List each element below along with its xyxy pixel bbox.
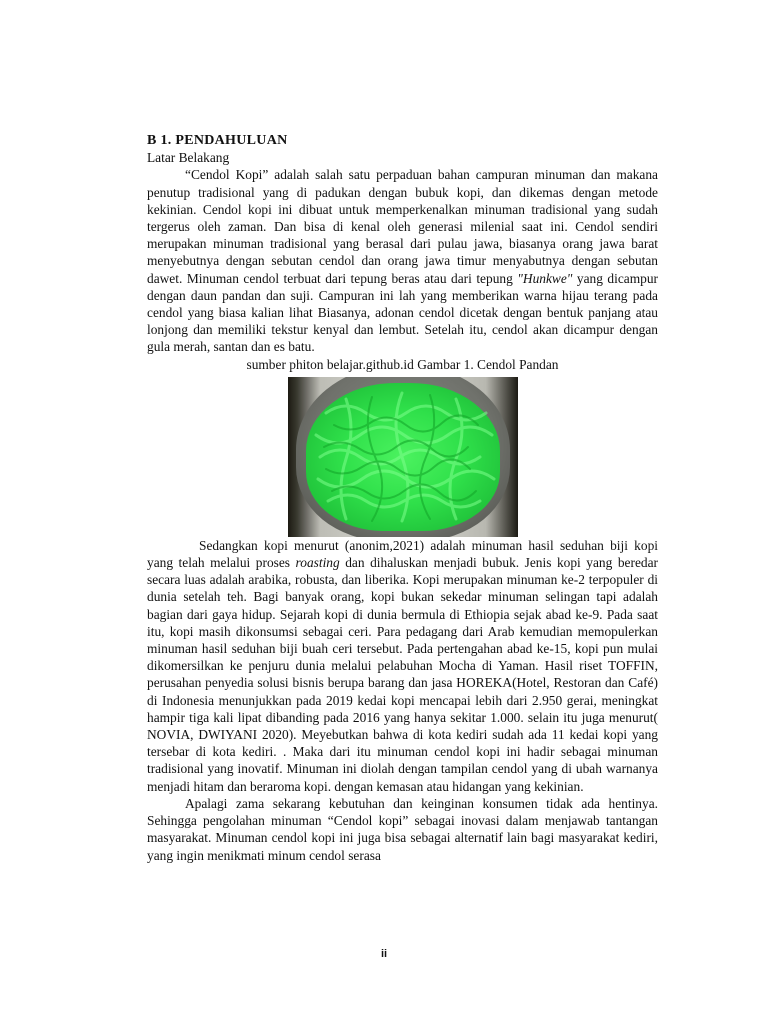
- page-number: ii: [380, 948, 388, 960]
- cendol-pandan-image: [288, 377, 518, 537]
- paragraph-konsumen: Apalagi zama sekarang kebutuhan dan keinginan konsumen tidak ada hentinya. Sehingga pengolahan minuman “Cendol kopi” sebagai inovasi dalam menjawab tantangan masyarakat. Minuman cendol kopi ini juga bisa sebagai alternatif lain bagi masyarakat kediri, yang ingin menikmati minum cendol serasa: [147, 795, 658, 863]
- figure-caption: sumber phiton belajar.github.id Gambar 1. Cendol Pandan: [246, 356, 559, 372]
- cendol-noodles: [306, 383, 500, 531]
- paragraph-text: yang dicampur dengan daun pandan dan suji. Campuran ini lah yang memberikan warna hijau terang pada cendol yang biasa kalian lihat Biasanya, adonan cendol dicetak dengan bentuk panjang atau lonjong dan memiliki tekstur kenyal dan lembut. Setelah itu, cendol akan dicampur dengan gula merah, santan dan es batu.: [147, 270, 659, 355]
- paragraph-text: “Cendol Kopi” adalah salah satu perpaduan bahan campuran minuman dan makana penutup tradisional yang di padukan dengan bubuk kopi, dan dikemas dengan metode kekinian. Cendol kopi ini dibuat untuk memperkenalkan minuman tradisional yang sudah tergerus oleh zaman. Dan bisa di kenal oleh generasi milenial saat ini. Cendol sendiri merupakan minuman tradisional yang berasal dari pulau jawa, biasanya orang jawa barat menyebutnya dengan sebutan cendol dan orang jawa timur menyabutnya dengan sebutan dawet. Minuman cendol terbuat dari tepung beras atau dari tepung: [147, 167, 658, 286]
- paragraph-kopi: [147, 537, 658, 795]
- italic-term: roasting: [295, 555, 340, 571]
- section-heading: B 1. PENDAHULUAN: [147, 133, 288, 148]
- italic-term: "Hunkwe": [517, 270, 573, 286]
- subsection-heading: Latar Belakang: [147, 150, 230, 166]
- paragraph-cendol-kopi: [147, 166, 658, 355]
- paragraph-text: dan dihaluskan menjadi bubuk. Jenis kopi yang beredar secara luas adalah arabika, robusta, dan liberika. Kopi merupakan minuman ke-2 terpopuler di dunia setelah teh. Bagi banyak orang, kopi bukan sekedar minuman selingan tapi adalah bagian dari gaya hidup. Sejarah kopi di dunia bermula di Ethiopia sejak abad ke-9. Pada saat itu, kopi masih dikonsumsi sebagai ceri. Para pedagang dari Arab kemudian memopulerkan minuman hasil seduhan biji buah ceri tersebut. Pada pertengahan abad ke-15, kopi pun mulai dikomersilkan ke penjuru dunia melalui pelabuhan Mocha di Yaman. Hasil riset TOFFIN, perusahan penyedia solusi bisnis berupa barang dan jasa HOREKA(Hotel, Restoran dan Café) di Indonesia menunjukkan pada 2019 kedai kopi mencapai lebih dari 2.950 gerai, meningkat hampir tiga kali lipat dibanding pada 2016 yang hanya sekitar 1.000. selain itu juga menurut( NOVIA, DWIYANI 2020). Meyebutkan bahwa di kota kediri sudah ada 11 kedai kopi yang tersebar di kota kediri. . Maka dari itu minuman cendol kopi ini hadir sebagai minuman tradisional yang inovatif. Minuman ini diolah dengan tampilan cendol yang di ubah warnanya menjadi hitam dan beraroma kopi. dengan kemasan atau hidangan yang kekinian.: [147, 555, 658, 794]
- paragraph-text: Sedangkan kopi menurut (anonim,2021) adalah minuman hasil seduhan biji kopi yang telah melalui proses: [147, 537, 658, 571]
- page-content: [147, 132, 658, 864]
